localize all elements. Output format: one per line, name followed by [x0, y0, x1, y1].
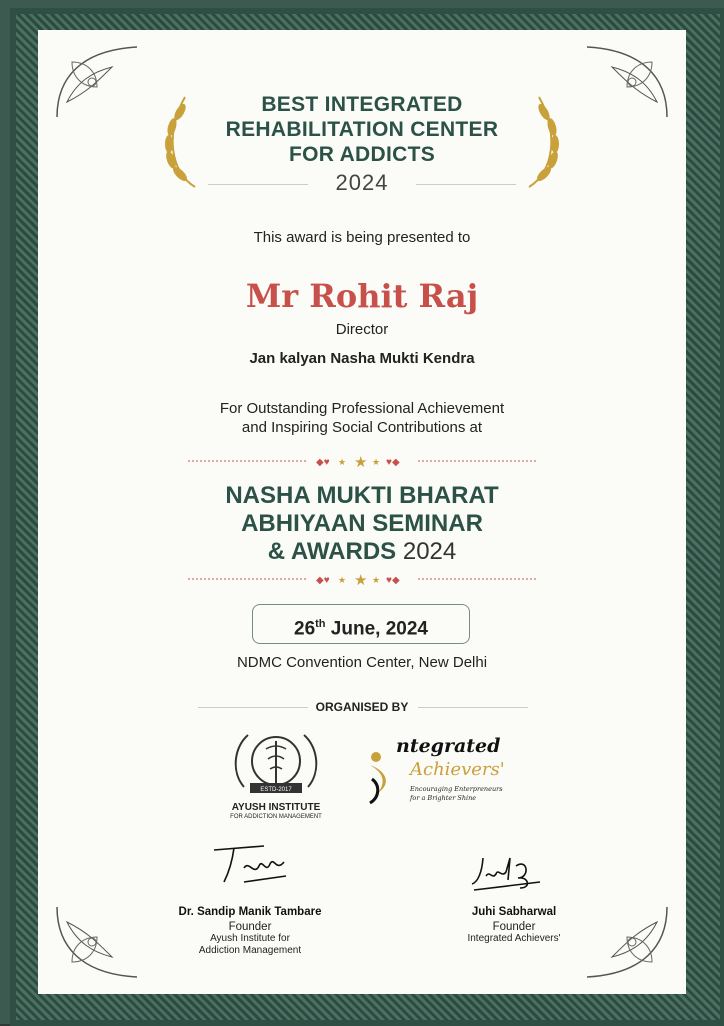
ia-name-line1: ntegrated [396, 735, 501, 757]
recipient-organization: Jan kalyan Nasha Mukti Kendra [249, 350, 475, 367]
ayush-name: AYUSH INSTITUTE [231, 802, 321, 813]
event-date [252, 604, 470, 644]
signatory-role: Founder [492, 921, 536, 933]
integrated-achievers-logo [366, 735, 516, 820]
event-title-line: ABHIYAAN SEMINAR [241, 510, 483, 537]
date-day: 26 [294, 618, 316, 640]
svg-text:★: ★ [372, 457, 381, 467]
ornamental-divider-icon [188, 572, 538, 586]
svg-text:★: ★ [354, 572, 368, 586]
signatory-name: Dr. Sandip Manik Tambare [178, 906, 322, 918]
svg-text:◆♥: ◆♥ [316, 575, 330, 586]
signatory-org: Ayush Institute for [210, 933, 290, 944]
event-venue: NDMC Convention Center, New Delhi [236, 654, 488, 671]
ia-tagline1: Encouraging Enterpreneurs [410, 785, 503, 793]
award-title [38, 92, 686, 167]
svg-text:♥◆: ♥◆ [386, 457, 400, 468]
ia-name-line2: Achievers' [410, 759, 505, 780]
achievement-line: and Inspiring Social Contributions at [241, 419, 483, 436]
date-rest: June, 2024 [325, 618, 428, 640]
recipient-name: Mr Rohit Raj [245, 277, 479, 315]
svg-text:♥◆: ♥◆ [386, 575, 400, 586]
ayush-sub: FOR ADDICTION MANAGEMENT [230, 814, 322, 820]
achiever-figure-icon [366, 749, 402, 805]
svg-text:★: ★ [338, 575, 347, 585]
corner-ornament-icon [52, 902, 142, 982]
organised-by-label: ORGANISED BY [315, 700, 409, 714]
achievement-line: For Outstanding Professional Achievement [219, 400, 505, 417]
signatory-tambare [150, 906, 350, 957]
signatory-name: Juhi Sabharwal [471, 906, 557, 918]
event-title [38, 482, 686, 566]
svg-text:★: ★ [354, 454, 368, 468]
event-title-line [38, 538, 686, 566]
presented-text: This award is being presented to [253, 229, 471, 246]
date-suffix: th [315, 618, 326, 630]
signature-tambare-icon [204, 838, 294, 888]
event-year: 2024 [402, 538, 457, 565]
certificate-paper [38, 30, 686, 994]
signatory-org: Integrated Achievers' [467, 933, 561, 944]
signatory-org: Addiction Management [198, 945, 302, 956]
signatory-sabharwal [414, 906, 614, 945]
award-year: 2024 [335, 170, 389, 195]
ornamental-divider-icon [188, 454, 538, 468]
svg-text:★: ★ [372, 575, 381, 585]
award-title-line: FOR ADDICTS [288, 143, 435, 166]
recipient-role: Director [335, 321, 389, 338]
event-title-line3: & AWARDS [267, 538, 397, 565]
caduceus-emblem-icon [216, 727, 336, 797]
achievement-text [38, 399, 686, 437]
signatory-role: Founder [228, 921, 272, 933]
svg-text:◆♥: ◆♥ [316, 457, 330, 468]
signature-sabharwal-icon [468, 848, 548, 894]
svg-text:★: ★ [338, 457, 347, 467]
award-year-row [38, 170, 686, 196]
ayush-estd: ESTD-2017 [260, 787, 292, 793]
event-title-line: NASHA MUKTI BHARAT [225, 482, 499, 509]
award-title-line: REHABILITATION CENTER [225, 118, 499, 141]
award-title-line: BEST INTEGRATED [261, 93, 463, 116]
ia-tagline2: for a Brighter Shine [410, 794, 477, 802]
ayush-institute-logo [216, 727, 336, 820]
